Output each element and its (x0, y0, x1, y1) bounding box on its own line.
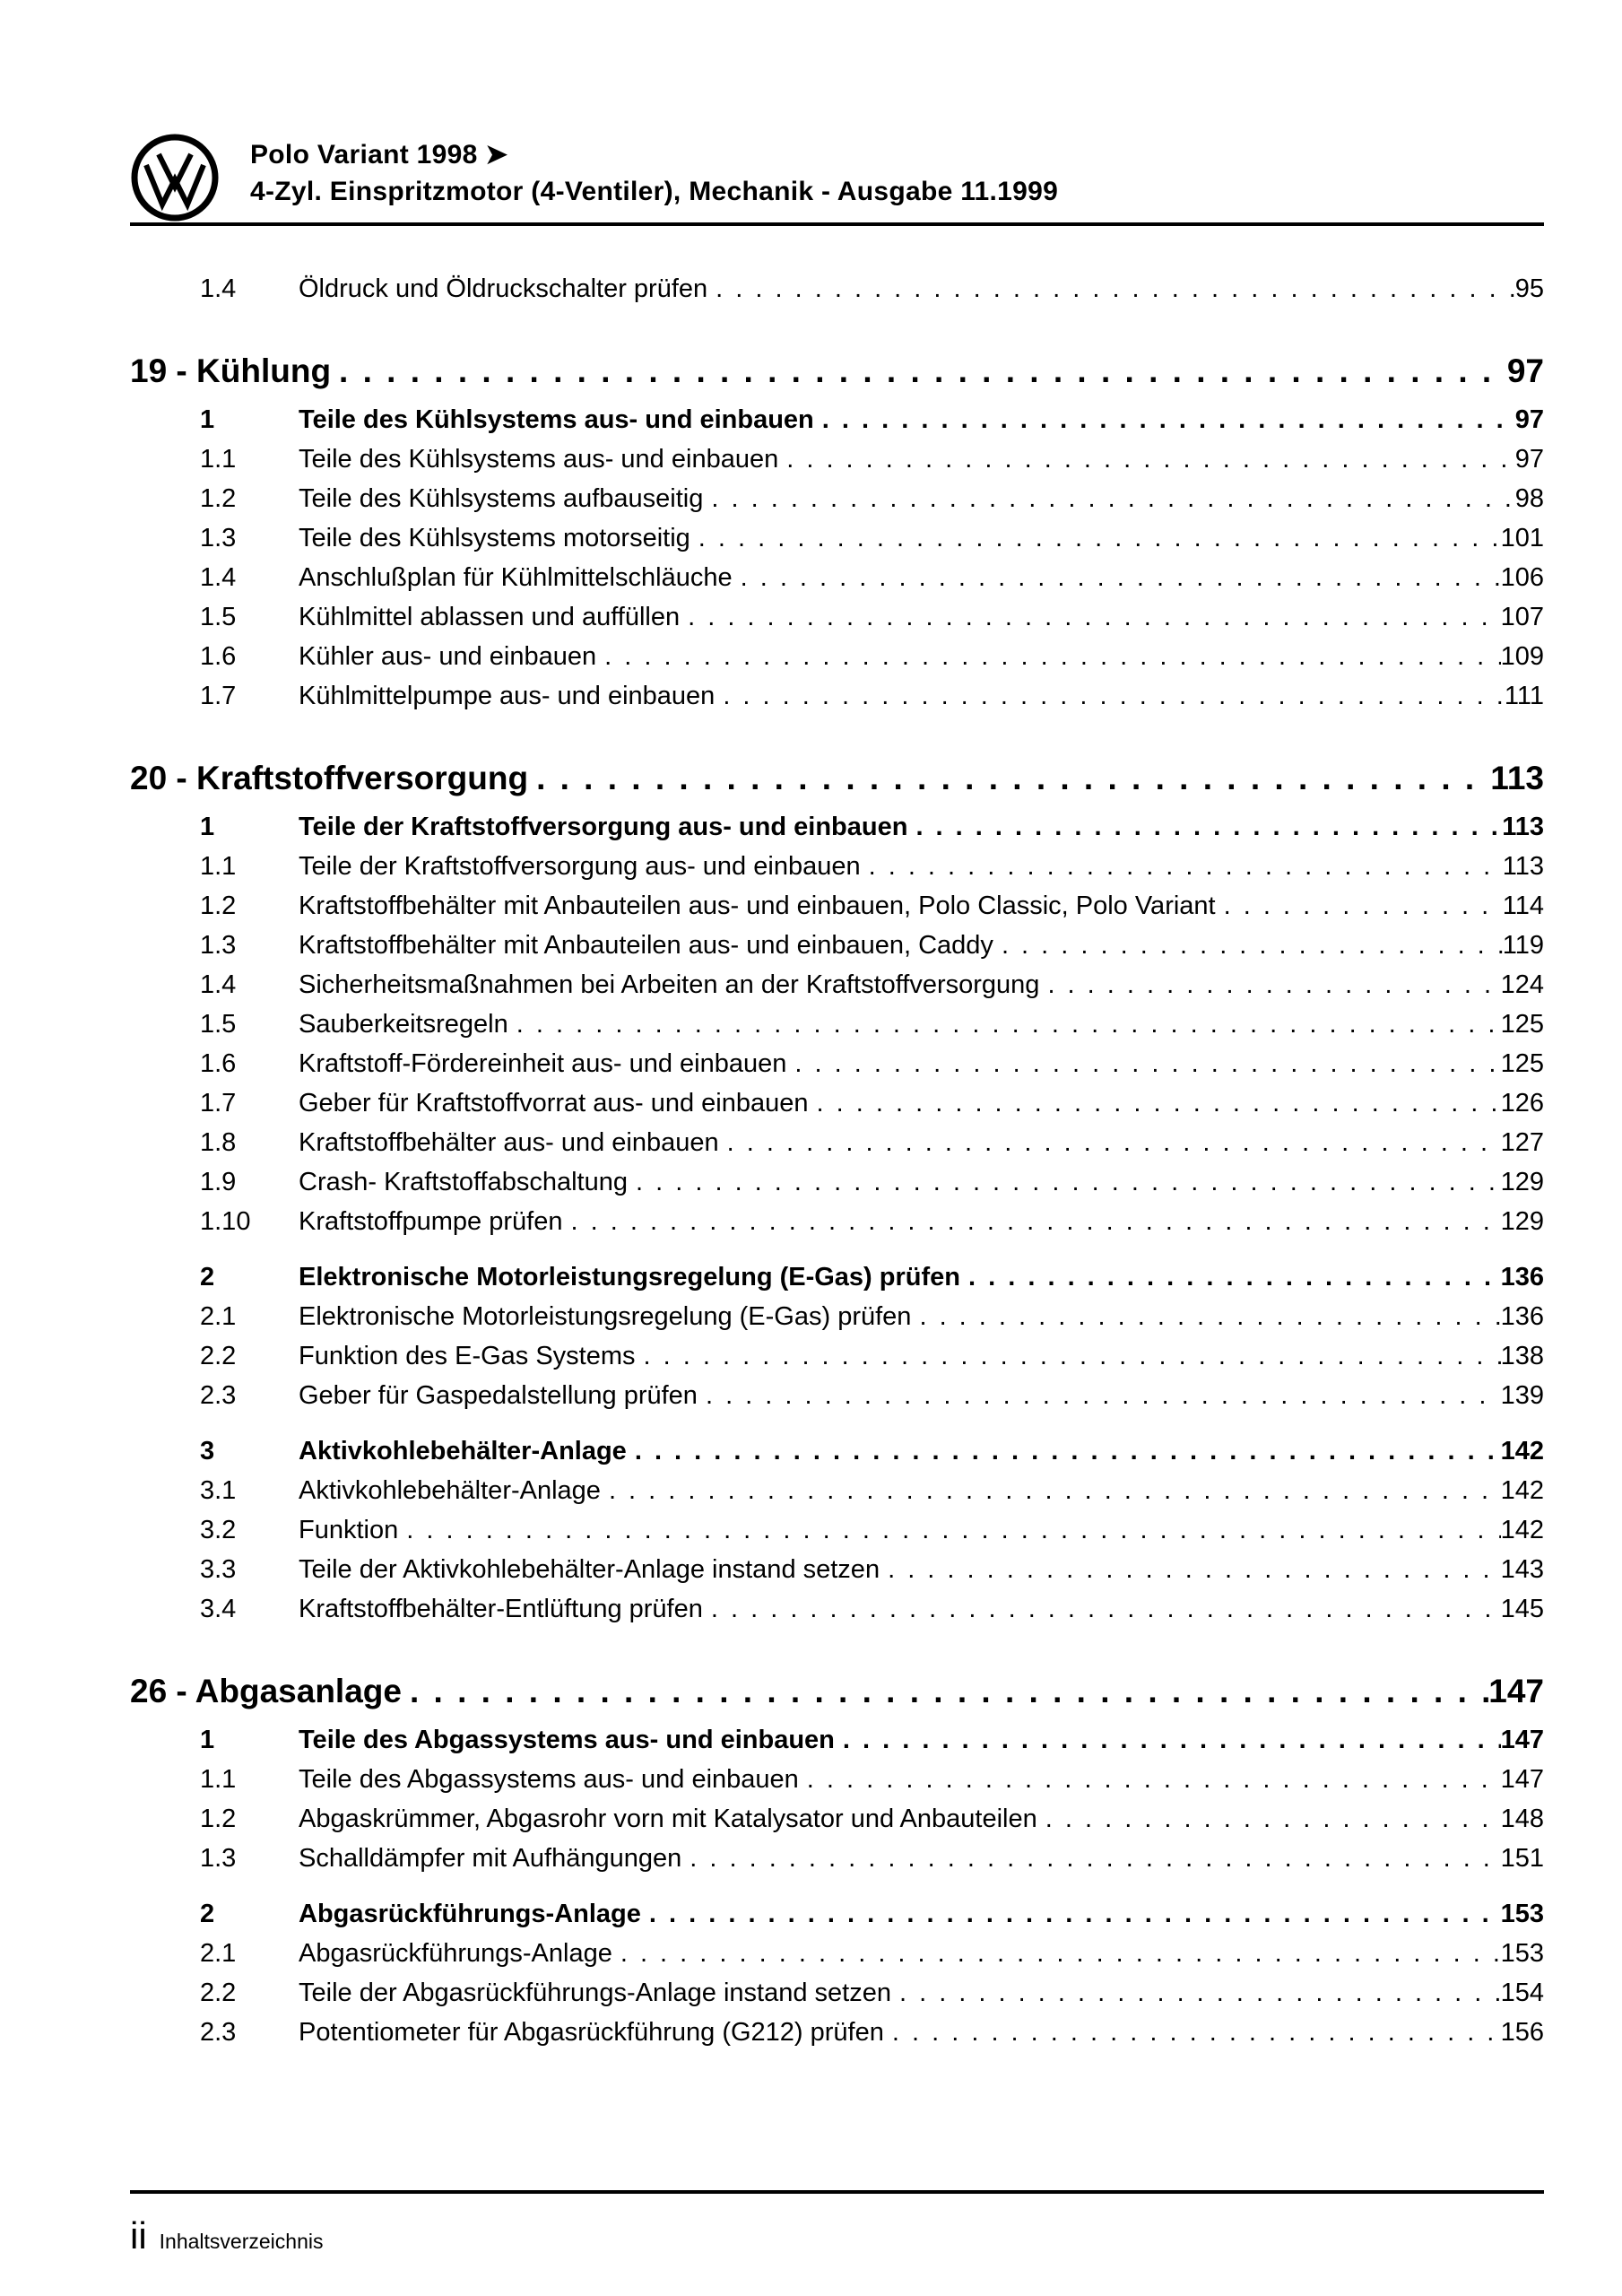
entry-page-number: 147 (1500, 1765, 1544, 1794)
entry-label: Kraftstoffbehälter-Entlüftung prüfen (299, 1595, 703, 1623)
page-header (130, 133, 1544, 222)
toc-chapter-heading (130, 757, 1544, 800)
entry-page-number: 142 (1500, 1516, 1544, 1544)
dot-leader-icon (398, 1510, 1500, 1550)
entry-number: 1.5 (200, 1010, 237, 1039)
dot-leader-icon (891, 1973, 1501, 2013)
entry-number: 1.9 (200, 1168, 237, 1196)
toc-entry (130, 1202, 1544, 1241)
dot-leader-icon (960, 1257, 1501, 1297)
entry-number: 2.1 (200, 1939, 237, 1968)
entry-number: 1.4 (200, 970, 237, 999)
entry-label: Kraftstoffbehälter mit Anbauteilen aus- und einbauen, Polo Classic, Polo Variant (299, 891, 1216, 920)
chapter-page-number: 113 (1490, 760, 1544, 796)
entry-label: Kraftstoff-Fördereinheit aus- und einbauen (299, 1049, 787, 1078)
entry-label: Teile der Abgasrückführungs-Anlage instand setzen (299, 1979, 891, 2007)
entry-page-number: 142 (1500, 1476, 1544, 1505)
entry-label: Kühlmittel ablassen und auffüllen (299, 603, 681, 631)
dot-leader-icon (562, 1202, 1500, 1241)
dot-leader-icon (719, 1123, 1501, 1162)
entry-number: 2.2 (200, 1342, 237, 1370)
toc-entry (130, 1123, 1544, 1162)
chapter-page-number: 147 (1488, 1673, 1544, 1709)
entry-page-number: 136 (1500, 1302, 1544, 1331)
entry-label: Sauberkeitsregeln (299, 1010, 508, 1039)
toc-entry (130, 1589, 1544, 1629)
entry-number: 1.6 (200, 642, 237, 671)
entry-page-number: 148 (1500, 1805, 1544, 1833)
toc-entry (130, 926, 1544, 965)
dot-leader-icon (690, 518, 1501, 558)
entry-number: 1.2 (200, 1805, 237, 1833)
dot-leader-icon (814, 400, 1515, 439)
toc-entry (130, 1336, 1544, 1376)
toc-entry (130, 479, 1544, 518)
dot-leader-icon (680, 597, 1501, 637)
entry-number: 1.1 (200, 852, 237, 881)
dot-leader-icon (884, 2013, 1501, 2052)
dot-leader-icon (1037, 1799, 1501, 1839)
entry-page-number: 136 (1500, 1263, 1544, 1292)
toc-entry (130, 676, 1544, 716)
dot-leader-icon (809, 1083, 1501, 1123)
dot-leader-icon (861, 847, 1503, 886)
entry-page-number: 97 (1514, 445, 1544, 474)
toc-entry (130, 1431, 1544, 1471)
entry-number: 3.3 (200, 1555, 237, 1584)
toc-entry (130, 847, 1544, 886)
entry-page-number: 125 (1500, 1049, 1544, 1078)
header-divider (130, 222, 1544, 226)
entry-label: Potentiometer für Abgasrückführung (G212) prüfen (299, 2018, 884, 2047)
entry-label: Sicherheitsmaßnahmen bei Arbeiten an der Kraftstoffversorgung (299, 970, 1040, 999)
toc-entry (130, 1376, 1544, 1415)
entry-number: 1.4 (200, 274, 237, 303)
entry-number: 3.1 (200, 1476, 237, 1505)
entry-number: 1 (200, 813, 215, 841)
entry-page-number: 145 (1500, 1595, 1544, 1623)
entry-page-number: 153 (1500, 1939, 1544, 1968)
toc-entry (130, 1973, 1544, 2013)
toc-entry (130, 518, 1544, 558)
entry-label: Aktivkohlebehälter-Anlage (299, 1437, 627, 1465)
dot-leader-icon (733, 558, 1501, 597)
toc-entry (130, 1004, 1544, 1044)
toc-entry (130, 1550, 1544, 1589)
entry-page-number: 107 (1500, 603, 1544, 631)
entry-label: Kühler aus- und einbauen (299, 642, 597, 671)
toc-entry (130, 965, 1544, 1004)
entry-label: Öldruck und Öldruckschalter prüfen (299, 274, 708, 303)
toc-entry (130, 1044, 1544, 1083)
entry-page-number: 109 (1500, 642, 1544, 671)
dot-leader-icon (596, 637, 1500, 676)
entry-number: 1.1 (200, 445, 237, 474)
entry-number: 3 (200, 1437, 215, 1465)
toc-entry (130, 1934, 1544, 1973)
entry-page-number: 113 (1502, 813, 1544, 841)
entry-label: Teile des Kühlsystems aus- und einbauen (299, 445, 779, 474)
entry-page-number: 142 (1500, 1437, 1544, 1465)
entry-page-number: 101 (1500, 524, 1544, 552)
dot-leader-icon (715, 676, 1505, 716)
dot-leader-icon (703, 479, 1514, 518)
toc-chapter-heading (130, 1670, 1544, 1713)
entry-number: 1.3 (200, 1844, 237, 1873)
dot-leader-icon (835, 1720, 1501, 1760)
dot-leader-icon (799, 1760, 1501, 1799)
entry-number: 1 (200, 1726, 215, 1754)
entry-label: Geber für Gaspedalstellung prüfen (299, 1381, 698, 1410)
entry-label: Abgaskrümmer, Abgasrohr vorn mit Katalysator und Anbauteilen (299, 1805, 1037, 1833)
entry-number: 2 (200, 1263, 215, 1292)
entry-label: Funktion des E-Gas Systems (299, 1342, 636, 1370)
toc-entry (130, 1799, 1544, 1839)
dot-leader-icon (528, 757, 1490, 800)
entry-page-number: 119 (1502, 931, 1544, 960)
dot-leader-icon (628, 1162, 1501, 1202)
entry-number: 2.2 (200, 1979, 237, 2007)
toc-entry (130, 1083, 1544, 1123)
entry-page-number: 97 (1514, 405, 1544, 434)
entry-page-number: 106 (1500, 563, 1544, 592)
dot-leader-icon (681, 1839, 1500, 1878)
dot-leader-icon (508, 1004, 1501, 1044)
entry-number: 1.6 (200, 1049, 237, 1078)
dot-leader-icon (612, 1934, 1501, 1973)
toc-entry (130, 1471, 1544, 1510)
entry-page-number: 111 (1504, 682, 1544, 710)
entry-number: 1.2 (200, 891, 237, 920)
entry-page-number: 126 (1500, 1089, 1544, 1118)
header-model-line: Polo Variant 1998 ➤ (250, 140, 508, 170)
toc (130, 269, 1544, 2052)
entry-page-number: 156 (1500, 2018, 1544, 2047)
header-edition-line: 4-Zyl. Einspritzmotor (4-Ventiler), Mechanik - Ausgabe 11.1999 (250, 177, 1059, 206)
entry-label: Funktion (299, 1516, 399, 1544)
entry-page-number: 98 (1514, 484, 1544, 513)
entry-page-number: 114 (1502, 891, 1544, 920)
dot-leader-icon (703, 1589, 1501, 1629)
entry-number: 1 (200, 405, 215, 434)
vw-logo-icon (130, 133, 220, 222)
entry-label: Elektronische Motorleistungsregelung (E-Gas) prüfen (299, 1263, 960, 1292)
entry-number: 2.3 (200, 2018, 237, 2047)
footer-text (130, 2214, 1544, 2257)
entry-label: Teile der Kraftstoffversorgung aus- und einbauen (299, 813, 908, 841)
entry-number: 1.1 (200, 1765, 237, 1794)
entry-label: Teile des Abgassystems aus- und einbauen (299, 1726, 835, 1754)
entry-label: Crash- Kraftstoffabschaltung (299, 1168, 628, 1196)
entry-number: 2.1 (200, 1302, 237, 1331)
entry-page-number: 143 (1500, 1555, 1544, 1584)
entry-label: Schalldämpfer mit Aufhängungen (299, 1844, 682, 1873)
footer-section-label: Inhaltsverzeichnis (159, 2230, 324, 2253)
entry-number: 1.7 (200, 682, 237, 710)
toc-entry (130, 1297, 1544, 1336)
entry-page-number: 95 (1514, 274, 1544, 303)
chapter-page-number: 97 (1506, 352, 1544, 389)
dot-leader-icon (911, 1297, 1500, 1336)
entry-page-number: 127 (1500, 1128, 1544, 1157)
toc-entry (130, 1257, 1544, 1297)
toc-entry (130, 886, 1544, 926)
entry-number: 1.5 (200, 603, 237, 631)
entry-label: Teile der Aktivkohlebehälter-Anlage instand setzen (299, 1555, 880, 1584)
entry-label: Kraftstoffbehälter mit Anbauteilen aus- und einbauen, Caddy (299, 931, 993, 960)
dot-leader-icon (698, 1376, 1501, 1415)
entry-page-number: 138 (1500, 1342, 1544, 1370)
entry-label: Teile des Kühlsystems aus- und einbauen (299, 405, 814, 434)
entry-label: Teile des Kühlsystems motorseitig (299, 524, 690, 552)
dot-leader-icon (331, 350, 1507, 393)
dot-leader-icon (707, 269, 1515, 309)
toc-entry (130, 2013, 1544, 2052)
entry-page-number: 125 (1500, 1010, 1544, 1039)
toc-entry (130, 597, 1544, 637)
toc-entry (130, 269, 1544, 309)
toc-entry (130, 1510, 1544, 1550)
toc-entry (130, 439, 1544, 479)
toc-entry (130, 558, 1544, 597)
dot-leader-icon (1039, 965, 1500, 1004)
dot-leader-icon (601, 1471, 1501, 1510)
entry-label: Kraftstoffpumpe prüfen (299, 1207, 563, 1236)
entry-page-number: 153 (1500, 1900, 1544, 1928)
entry-page-number: 139 (1500, 1381, 1544, 1410)
entry-number: 3.2 (200, 1516, 237, 1544)
entry-number: 2.3 (200, 1381, 237, 1410)
chapter-title: 20 - Kraftstoffversorgung (130, 760, 529, 796)
entry-number: 3.4 (200, 1595, 237, 1623)
entry-page-number: 129 (1500, 1207, 1544, 1236)
entry-label: Geber für Kraftstoffvorrat aus- und einbauen (299, 1089, 809, 1118)
entry-number: 1.7 (200, 1089, 237, 1118)
dot-leader-icon (993, 926, 1503, 965)
entry-label: Elektronische Motorleistungsregelung (E-Gas) prüfen (299, 1302, 912, 1331)
dot-leader-icon (907, 807, 1502, 847)
header-text (250, 133, 1058, 210)
dot-leader-icon (627, 1431, 1501, 1471)
footer-page-number: ii (130, 2214, 147, 2257)
dot-leader-icon (641, 1894, 1501, 1934)
entry-label: Anschlußplan für Kühlmittelschläuche (299, 563, 733, 592)
chapter-title: 26 - Abgasanlage (130, 1673, 402, 1709)
dot-leader-icon (1216, 886, 1503, 926)
entry-page-number: 124 (1500, 970, 1544, 999)
entry-label: Aktivkohlebehälter-Anlage (299, 1476, 601, 1505)
entry-number: 1.3 (200, 931, 237, 960)
entry-label: Kraftstoffbehälter aus- und einbauen (299, 1128, 719, 1157)
page-footer (130, 2190, 1544, 2255)
entry-number: 1.4 (200, 563, 237, 592)
dot-leader-icon (778, 439, 1515, 479)
entry-number: 2 (200, 1900, 215, 1928)
footer-divider (130, 2190, 1544, 2194)
entry-number: 1.3 (200, 524, 237, 552)
toc-entry (130, 807, 1544, 847)
dot-leader-icon (786, 1044, 1500, 1083)
entry-label: Teile des Abgassystems aus- und einbauen (299, 1765, 799, 1794)
entry-label: Kühlmittelpumpe aus- und einbauen (299, 682, 716, 710)
toc-entry (130, 1720, 1544, 1760)
dot-leader-icon (636, 1336, 1501, 1376)
entry-page-number: 113 (1502, 852, 1544, 881)
entry-label: Abgasrückführungs-Anlage (299, 1900, 641, 1928)
dot-leader-icon (880, 1550, 1501, 1589)
entry-number: 1.2 (200, 484, 237, 513)
entry-page-number: 129 (1500, 1168, 1544, 1196)
entry-label: Abgasrückführungs-Anlage (299, 1939, 612, 1968)
entry-page-number: 154 (1500, 1979, 1544, 2007)
toc-entry (130, 1162, 1544, 1202)
toc-entry (130, 637, 1544, 676)
entry-label: Teile des Kühlsystems aufbauseitig (299, 484, 704, 513)
toc-entry (130, 1839, 1544, 1878)
chapter-title: 19 - Kühlung (130, 352, 332, 389)
entry-number: 1.8 (200, 1128, 237, 1157)
entry-label: Teile der Kraftstoffversorgung aus- und einbauen (299, 852, 861, 881)
toc-entry (130, 1894, 1544, 1934)
dot-leader-icon (402, 1670, 1488, 1713)
entry-page-number: 151 (1500, 1844, 1544, 1873)
entry-number: 1.10 (200, 1207, 251, 1236)
entry-page-number: 147 (1500, 1726, 1544, 1754)
toc-chapter-heading (130, 350, 1544, 393)
toc-entry (130, 1760, 1544, 1799)
toc-entry (130, 400, 1544, 439)
